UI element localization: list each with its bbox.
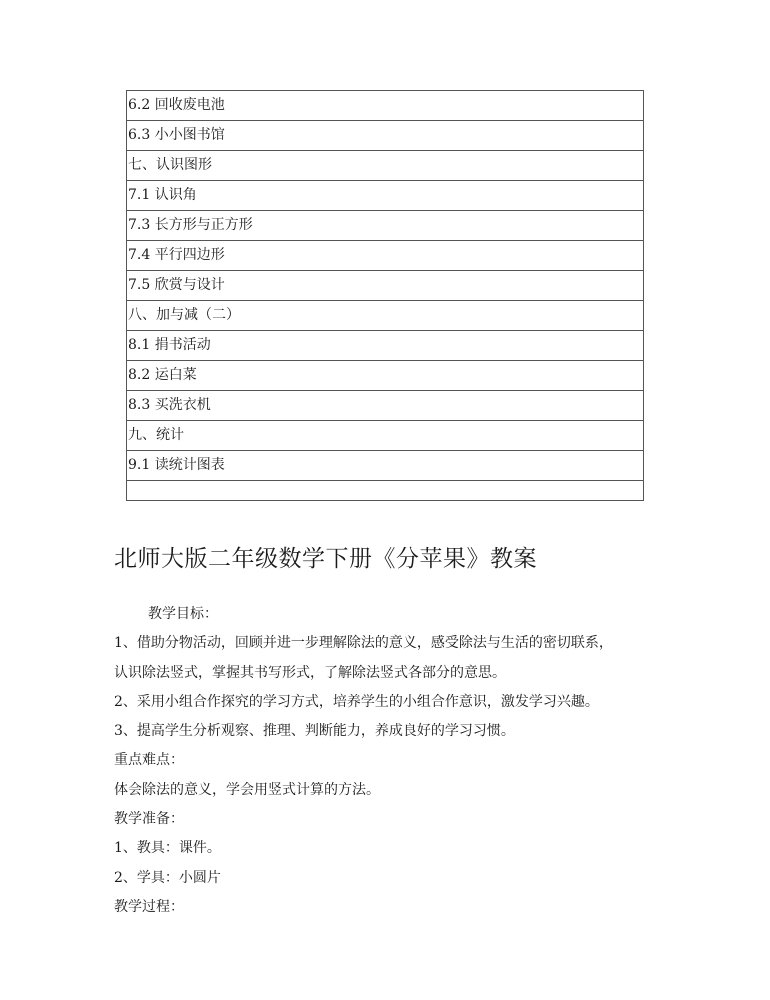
toc-row-label: 7.5 欣赏与设计 [127, 271, 644, 301]
toc-row [127, 301, 644, 331]
toc-row-label: 八、加与减（二） [127, 301, 644, 331]
toc-row-label: 9.1 读统计图表 [127, 451, 644, 481]
toc-row [127, 451, 644, 481]
teaching-goal-1-line-1: 1、借助分物活动，回顾并进一步理解除法的意义，感受除法与生活的密切联系， [114, 635, 613, 652]
toc-row [127, 211, 644, 241]
toc-row [127, 271, 644, 301]
toc-row-label: 7.3 长方形与正方形 [127, 211, 644, 241]
preparation-item-2: 2、学具：小圆片 [114, 869, 221, 886]
toc-row [127, 391, 644, 421]
toc-row [127, 121, 644, 151]
toc-row-label: 7.1 认识角 [127, 181, 644, 211]
toc-row [127, 151, 644, 181]
preparation-heading: 教学准备： [114, 811, 184, 828]
teaching-process-heading: 教学过程： [114, 898, 184, 915]
toc-row-label: 8.1 捐书活动 [127, 331, 644, 361]
toc-row-label: 七、认识图形 [127, 151, 644, 181]
teaching-goal-2: 2、采用小组合作探究的学习方式，培养学生的小组合作意识，激发学习兴趣。 [114, 693, 599, 710]
preparation-item-1: 1、教具：课件。 [114, 840, 221, 857]
toc-row-label: 6.2 回收废电池 [127, 91, 644, 121]
toc-row [127, 331, 644, 361]
toc-table [126, 90, 644, 501]
teaching-goal-1-line-2: 认识除法竖式，掌握其书写形式，了解除法竖式各部分的意思。 [114, 664, 506, 681]
toc-row-label [127, 481, 644, 501]
teaching-goal-3: 3、提高学生分析观察、推理、判断能力，养成良好的学习习惯。 [114, 723, 515, 740]
toc-row-label: 6.3 小小图书馆 [127, 121, 644, 151]
toc-row [127, 181, 644, 211]
teaching-goals-heading: 教学目标： [148, 606, 218, 622]
key-points-heading: 重点难点： [114, 752, 184, 769]
document-title: 北师大版二年级数学下册《分苹果》教案 [114, 546, 537, 572]
toc-row-label: 8.2 运白菜 [127, 361, 644, 391]
toc-row [127, 241, 644, 271]
document-body [114, 600, 654, 922]
toc-row-label: 九、统计 [127, 421, 644, 451]
toc-row [127, 421, 644, 451]
toc-row [127, 481, 644, 501]
toc-body [127, 91, 644, 501]
key-points-text: 体会除法的意义，学会用竖式计算的方法。 [114, 781, 380, 798]
toc-row [127, 361, 644, 391]
toc-row-label: 7.4 平行四边形 [127, 241, 644, 271]
toc-row-label: 8.3 买洗衣机 [127, 391, 644, 421]
toc-row [127, 91, 644, 121]
